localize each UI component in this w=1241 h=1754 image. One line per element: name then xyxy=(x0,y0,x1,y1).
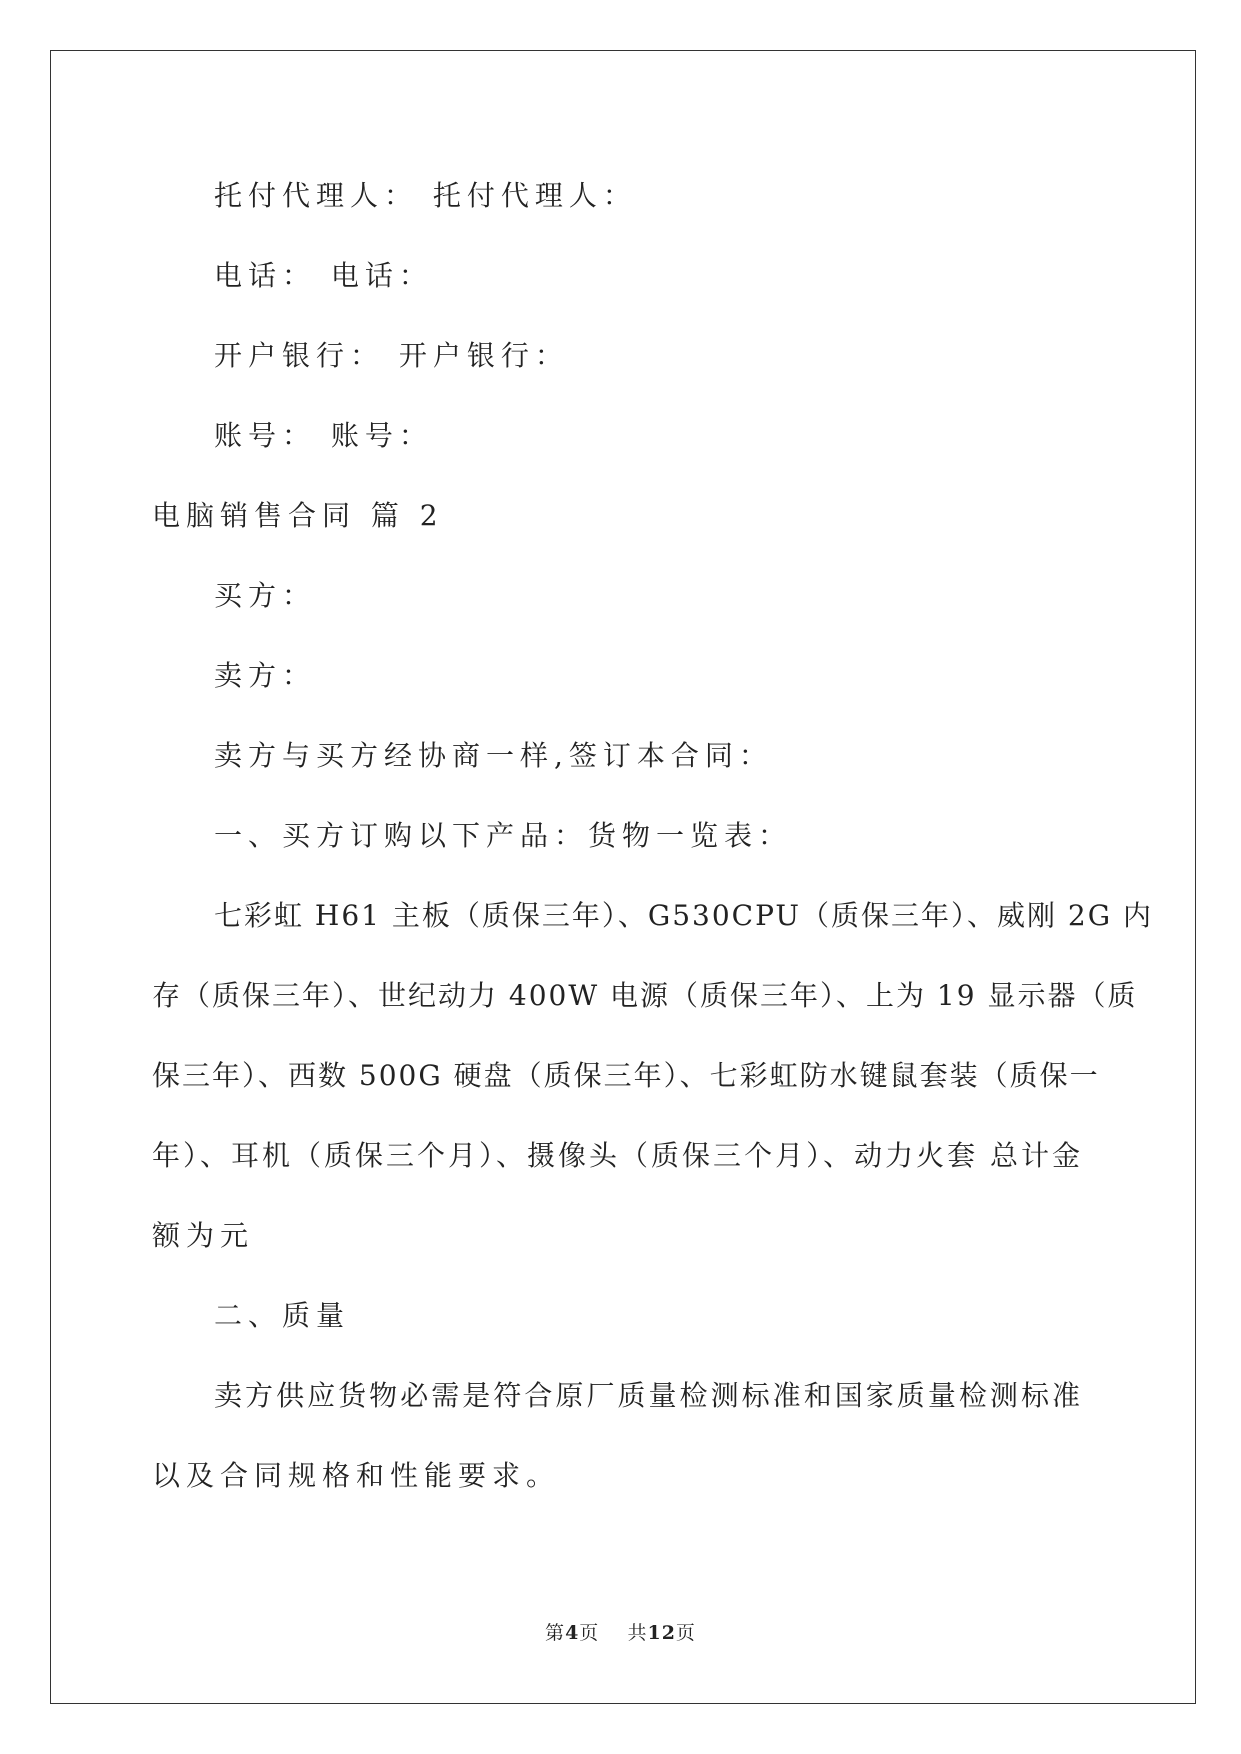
page-border xyxy=(50,50,1196,1704)
clause1-line-1: 七彩虹 H61 主板（质保三年）、G530CPU（质保三年）、威刚 2G 内 xyxy=(214,899,1154,932)
footer-middle: 页 共 xyxy=(579,1622,648,1644)
page-footer xyxy=(0,1618,1241,1645)
clause1-line-3: 保三年）、西数 500G 硬盘（质保三年）、七彩虹防水键鼠套装（质保一 xyxy=(152,1059,1100,1092)
footer-current-page: 4 xyxy=(565,1622,580,1644)
agent-line: 托付代理人： 托付代理人： xyxy=(214,179,637,212)
clause2-line-2: 以及合同规格和性能要求。 xyxy=(152,1459,561,1492)
account-line: 账号： 账号： xyxy=(214,419,433,452)
clause1-line-5: 额为元 xyxy=(152,1219,255,1252)
footer-suffix: 页 xyxy=(675,1622,696,1644)
clause1-title: 一、买方订购以下产品：货物一览表： xyxy=(214,819,793,852)
buyer-line: 买方： xyxy=(214,579,317,612)
seller-line: 卖方： xyxy=(214,659,317,692)
clause1-line-2: 存（质保三年）、世纪动力 400W 电源（质保三年）、上为 19 显示器（质 xyxy=(152,979,1138,1012)
bank-line: 开户银行： 开户银行： xyxy=(214,339,569,372)
section-title: 电脑销售合同 篇 2 xyxy=(152,499,444,532)
clause1-line-4: 年）、耳机（质保三个月）、摄像头（质保三个月）、动力火套 总计金 xyxy=(152,1139,1082,1172)
agreement-line: 卖方与买方经协商一样,签订本合同： xyxy=(214,739,773,772)
clause2-title: 二、质量 xyxy=(214,1299,351,1332)
footer-prefix: 第 xyxy=(545,1622,566,1644)
footer-total-pages: 12 xyxy=(647,1622,676,1644)
phone-line: 电话： 电话： xyxy=(214,259,433,292)
clause2-line-1: 卖方供应货物必需是符合原厂质量检测标准和国家质量检测标准 xyxy=(214,1379,1082,1412)
